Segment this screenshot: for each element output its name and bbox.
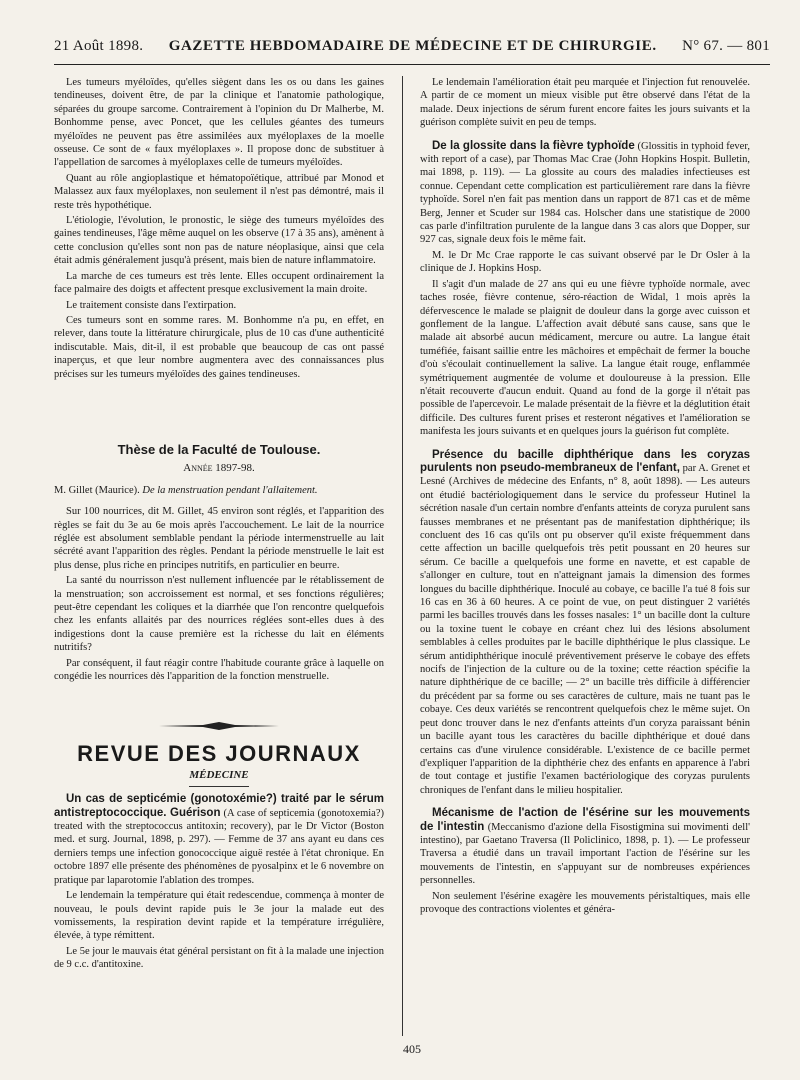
article-title: Un cas de septicémie (gonotoxémie?) traité par le sérum antistreptococcique. Guérison: [54, 793, 384, 819]
column-divider: [402, 76, 403, 1036]
issue-number: N° 67. — 801: [682, 38, 770, 54]
header-date: 21 Août 1898.: [54, 38, 144, 54]
paragraph: Le 5e jour le mauvais état général persistant on fit à la malade une injection de 9 c.c. d'antitoxine.: [54, 945, 384, 971]
paragraph: M. le Dr Mc Crae rapporte le cas suivant observé par le Dr Osler à la clinique de J. Hopkins Hosp.: [420, 249, 750, 275]
journal-page: [54, 38, 770, 1068]
paragraph: Le traitement consiste dans l'extirpation.: [66, 299, 237, 311]
paragraph: Par conséquent, il faut réagir contre l'habitude courante grâce à laquelle on congédie les nourrices dès l'apparition de la fonction menstruelle.: [54, 657, 384, 683]
paragraph: L'étiologie, l'évolution, le pronostic, le siège des tumeurs myéloïdes des gaines tendineuses, l'âge même auquel on les observe (17 à 35 ans), amènent à cette conclusion qu'elles sont non pas de nature néoplasique, ainsi que cela était admis généralement jusqu'à présent, mais bien de nature inflammatoire.: [54, 215, 384, 267]
paragraph: Le lendemain l'amélioration était peu marquée et l'injection fut renouvelée. A partir de ce moment un mieux visible put être observé dans l'état de la malade. Deux injections de sérum furent encore faites les jours suivants et la guérison complète suivit en peu de temps.: [420, 77, 750, 129]
article-title: Mécanisme de l'action de l'ésérine sur les mouvements de l'intestin: [420, 807, 750, 833]
these-author: M. Gillet (Maurice).: [54, 484, 140, 496]
article-eserine: [420, 807, 750, 887]
left-column: [54, 76, 384, 974]
these-heading: Thèse de la Faculté de Toulouse.: [117, 441, 321, 457]
paragraph: Quant au rôle angioplastique et hématopoïétique, attribué par Monod et Malassez aux faux myéloplaxes, non seulement il n'est pas démontré, mais il reste très hypothétique.: [54, 172, 384, 211]
article-title: Présence du bacille diphthérique dans les coryzas purulents non pseudo-membraneux de l'enfant,: [420, 448, 750, 474]
page-number: 405: [403, 1042, 421, 1056]
these-author-line: [54, 484, 384, 497]
article-reference: par A. Grenet et Lesné (Archives de médecine des Enfants, n° 8, août 1898). — Les auteurs ont étudié bactériologiquement dans le service du professeur Hutinel la sécrétion nasale d'un certain nombre d'enfants atteints de coryza purulent sans fausses membranes et ne présentant pas de manifestation diphthérique; ils concluent des 16 cas qu'ils ont pu observer qu'il existe fréquemment dans cette affection un bacille quelquefois très petit poussant en 20 heures sur sérum. Ce bacille a quelquefois une forme en navette, et est capable de s'allonger en culture, tout en n'atteignant jamais la dimension des formes longues du bacille diphthérique. Inoculé au cobaye, ce bacille l'a tué 8 fois sur 16 cas en 36 à 60 heures. A ce point de vue, on peut distinguer 2 variétés parmi les bacilles trouvés dans les fosses nasales: 1° un bacille dont la culture ou la toxine tuent le cobaye en créant chez lui des lésions absolument semblables à celles produites par le bacille diphthérique le plus classique. Le sérum antidiphthérique inoculé préventivement préserve le cobaye des effets nocifs de l'injection de la culture ou de la toxine; cette réaction spécifie la nature diphthérique de ce bacille; — 2° un bacille très difficile à différencier du précédent par sa forme ou ses caractères de culture, mais ne tuant pas le cobaye. Ces deux variétés se rencontrent quelquefois chez le même sujet. On peut donc trouver dans le nez d'enfants atteints d'un coryza paraissant bénin un bacille ayant tous les caractères du bacille diphthérique et doué dans certains cas d'une virulence considérable. L'existence de ce bacille permet d'expliquer l'apparition de la diphthérie chez des enfants en apparence à l'abri de tout contage et justifie l'examen bactériologique des coryzas purulents chroniques de l'enfant dans le milieu hospitalier.: [420, 462, 750, 796]
ornament-rule-graphic: [159, 721, 279, 731]
section-heading: MÉDECINE: [189, 768, 249, 781]
article-title: De la glossite dans la fièvre typhoïde: [432, 139, 635, 152]
journal-title: GAZETTE HEBDOMADAIRE DE MÉDECINE ET DE CHIRURGIE.: [168, 38, 657, 54]
running-header: [54, 38, 770, 65]
paragraph: Non seulement l'ésérine exagère les mouvements péristaltiques, mais elle provoque des contractions violentes et généra-: [420, 890, 750, 915]
paragraph: Sur 100 nourrices, dit M. Gillet, 45 environ sont réglés, et l'apparition des règles se fait du 3e au 6e mois après l'accouchement. Le lait de la nourrice réglée est absolument semblable pendant la période intermenstruelle au lait sécrété avant l'apparition des règles. Pendant la période menstruelle le lait est plus dense, plus riche en principes nutritifs, en particulier en beurre.: [54, 506, 384, 571]
article-reference: (A case of septicemia (gonotoxemia?) treated with the streptococcus antitoxin; recovery), par le Dr Victor (Boston med. et surg. Journal, 1898, p. 297). — Femme de 37 ans ayant eu dans ces derniers temps une infection gonococcique aiguë restée à l'état chronique. En octobre 1897 elle présente des phénomènes de pyosalpinx et le 6 novembre on pratique par laparotomie l'ablation des trompes.: [54, 807, 384, 886]
article-bacille: [420, 449, 750, 798]
article-reference: (Glossitis in typhoid fever, with report of a case), par Thomas Mac Crae (John Hopkins Hospit. Bulletin, mai 1898, p. 119). — La glossite au cours des maladies infectieuses est connue. Cependant cette complication est particulièrement rare dans la fièvre typhoïde. Sorel n'en fait pas mention dans un rapport de 871 cas et de même Berg, Jenner et Scuder sur 1984 cas. Holscher dans une statistique de 2000 cas parle d'infiltration purulente de la langue dans 3 cas alors que Dopper, sur 927 cas, signale deux fois le même fait.: [420, 140, 751, 246]
right-column: [420, 76, 750, 918]
paragraph: Le lendemain la température qui était redescendue, commença à monter de nouveau, le pouls devint rapide puis le 3e jour la malade eut des vomissements, la respiration devint rapide et la température irrégulière, élevée, à type rémittent.: [54, 890, 384, 942]
article-reference: (Meccanismo d'azione della Fisostigmina sui movimenti dell' intestino), par Gaetano Traversa (Il Policlinico, 1898, p. 1). — Le professeur Traversa a étudié dans un travail important l'action de l'ésérine sur les mouvements de l'intestin, en s'appuyant sur de nombreuses expériences personnelles.: [420, 821, 751, 887]
paragraph: La marche de ces tumeurs est très lente. Elles occupent ordinairement la face palmaire des doigts et affectent presque exclusivement la main droite.: [54, 270, 384, 296]
section-rule: [189, 786, 249, 787]
paragraph: Les tumeurs myéloïdes, qu'elles siègent dans les os ou dans les gaines tendineuses, doivent être, de par la clinique et l'anatomie pathologique, séparées du groupe sarcome. Contrairement à l'opinion du Dr Malherbe, M. Bonhomme pense, avec Poncet, que les cellules géantes des tumeurs myéloïdes ne peuvent pas être assimilées aux myéloplaxes de la moelle osseuse. Ce sont de « faux myéloplaxes ». Il propose donc de substituer à l'appellation de sarcomes à myéloplaxes celle de tumeurs myéloïdes.: [54, 77, 384, 169]
article-glossite: [420, 140, 750, 247]
these-year: Année 1897-98.: [183, 462, 255, 475]
paragraph: Ces tumeurs sont en somme rares. M. Bonhomme n'a pu, en effet, en relever, dans toute la littérature chirurgicale, plus de 10 cas d'une authenticité indiscutable. Mais, dit-il, il est probable que beaucoup de cas ont passé inaperçus, et que leur nombre augmentera avec des connaissances plus précises sur les tumeurs myéloïdes des gaines tendineuses.: [54, 314, 384, 380]
paragraph: La santé du nourrisson n'est nullement influencée par le rétablissement de la menstruation; son accroissement est normal, et ses fonctions régulières; peut-être cependant les coliques et la diarrhée que l'on rencontre quelquefois chez les enfants allaités par des nourrices réglées sont-elles dues à des indigestions dont la cause première est la richesse du lait en éléments nutritifs?: [54, 575, 384, 654]
article-septicemie: [54, 793, 384, 887]
revue-heading: REVUE DES JOURNAUX: [77, 741, 361, 767]
these-subject: De la menstruation pendant l'allaitement.: [142, 484, 318, 496]
two-column-body: [54, 76, 770, 1036]
paragraph: Il s'agit d'un malade de 27 ans qui eu une fièvre typhoïde normale, avec taches rosée, fièvre contenue, séro-réaction de Widal, 1 mois après la défervescence le malade se plaignit de douleur dans la gorge avec cuisson et gonflement de la langue. L'affection avait débuté sans cause, sans que le malade ait absorbé aucun médicament, mercure ou autre. La langue était tuméfiée, faisant saillie entre les mâchoires et empêchait de fermer la bouche d'où s'écoulait continuellement la salive. La langue était rouge, enflammée symétriquement augmentée de volume et douloureuse à la pression. Elle n'était recouverte d'aucun enduit. Quand au fond de la gorge il n'était pas possible de l'apercevoir. Le malade présentait de la fièvre et la déglutition était difficile. Des cultures furent prises et resteront négatives et l'amélioration se manifesta les jours suivants et en quelques jours la guérison fut complète.: [420, 278, 750, 438]
ornament-divider: [54, 721, 384, 731]
